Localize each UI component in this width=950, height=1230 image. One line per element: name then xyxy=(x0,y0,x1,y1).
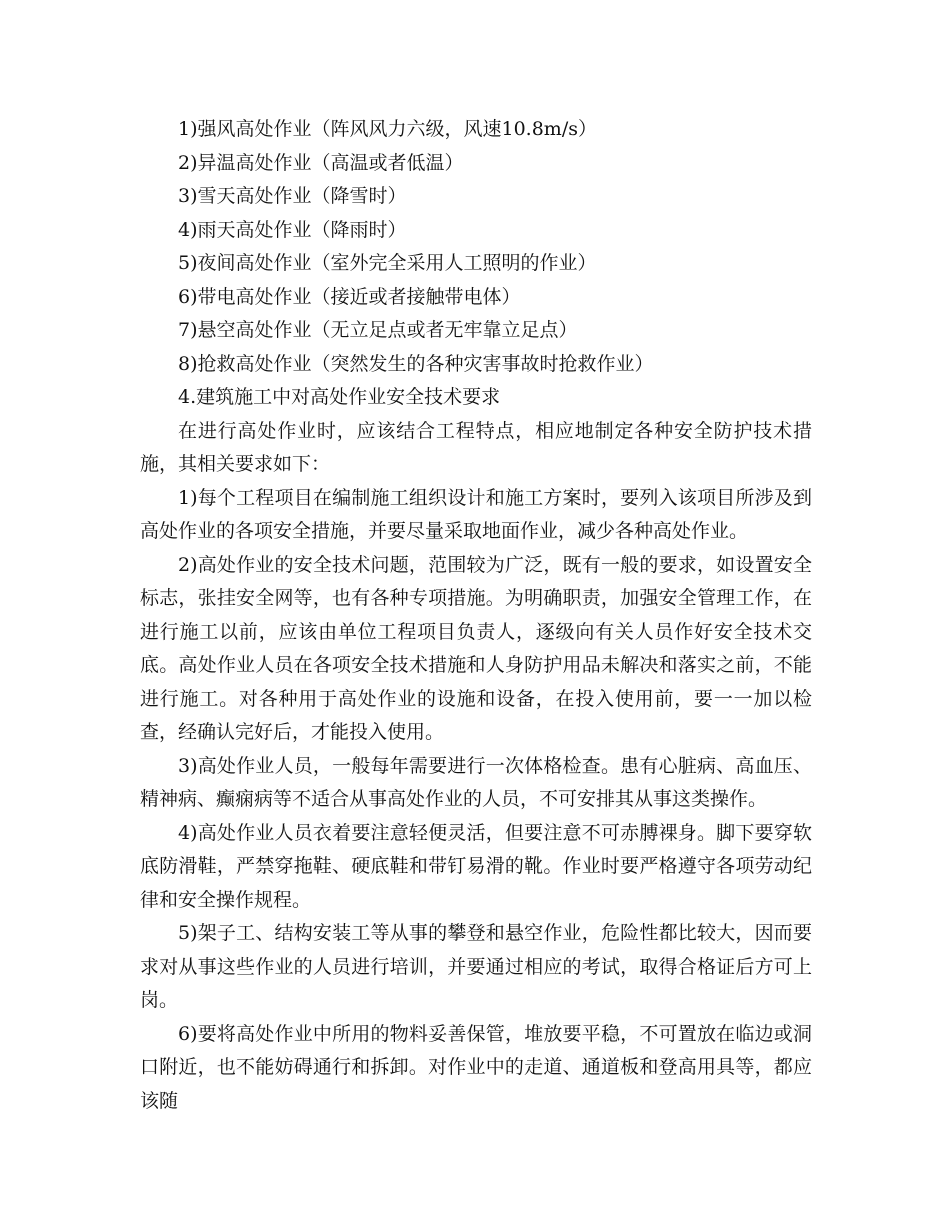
intro-paragraph: 在进行高处作业时，应该结合工程特点，相应地制定各种安全防护技术措施，其相关要求如下： xyxy=(140,419,812,475)
document-body xyxy=(140,113,812,1118)
list-item: 7)悬空高处作业（无立足点或者无牢靠立足点） xyxy=(178,319,578,341)
requirement-paragraph: 3)高处作业人员，一般每年需要进行一次体格检查。患有心脏病、高血压、精神病、癫痫病等不适合从事高处作业的人员，不可安排其从事这类操作。 xyxy=(140,754,812,810)
list-item: 5)夜间高处作业（室外完全采用人工照明的作业） xyxy=(178,252,597,274)
requirement-paragraph: 1)每个工程项目在编制施工组织设计和施工方案时，要列入该项目所涉及到高处作业的各项安全措施，并要尽量采取地面作业，减少各种高处作业。 xyxy=(140,486,812,542)
requirement-paragraph: 6)要将高处作业中所用的物料妥善保管，堆放要平稳，不可置放在临边或洞口附近，也不能妨碍通行和拆卸。对作业中的走道、通道板和登高用具等，都应该随 xyxy=(140,1022,812,1112)
list-item: 2)异温高处作业（高温或者低温） xyxy=(178,151,464,174)
requirement-paragraph: 4)高处作业人员衣着要注意轻便灵活，但要注意不可赤膊裸身。脚下要穿软底防滑鞋，严禁穿拖鞋、硬底鞋和带钉易滑的靴。作业时要严格遵守各项劳动纪律和安全操作规程。 xyxy=(140,821,812,911)
requirement-paragraph: 5)架子工、结构安装工等从事的攀登和悬空作业，危险性都比较大，因而要求对从事这些作业的人员进行培训，并要通过相应的考试，取得合格证后方可上岗。 xyxy=(140,922,812,1011)
list-item: 4)雨天高处作业（降雨时） xyxy=(178,218,407,241)
list-item: 3)雪天高处作业（降雪时） xyxy=(178,185,407,207)
list-item: 8)抢救高处作业（突然发生的各种灾害事故时抢救作业） xyxy=(178,352,654,375)
list-item: 1)强风高处作业（阵风风力六级，风速10.8m/s） xyxy=(178,118,597,140)
requirement-paragraph: 2)高处作业的安全技术问题，范围较为广泛，既有一般的要求，如设置安全标志，张挂安全网等，也有各种专项措施。为明确职责，加强安全管理工作，在进行施工以前，应该由单位工程项目负责人，逐级向有关人员作好安全技术交底。高处作业人员在各项安全技术措施和人身防护用品未解决和落实之前，不能进行施工。对各种用于高处作业的设施和设备，在投入使用前，要一一加以检查，经确认完好后，才能投入使用。 xyxy=(140,553,812,743)
section-heading: 4.建筑施工中对高处作业安全技术要求 xyxy=(178,386,501,408)
list-item: 6)带电高处作业（接近或者接触带电体） xyxy=(178,285,521,308)
